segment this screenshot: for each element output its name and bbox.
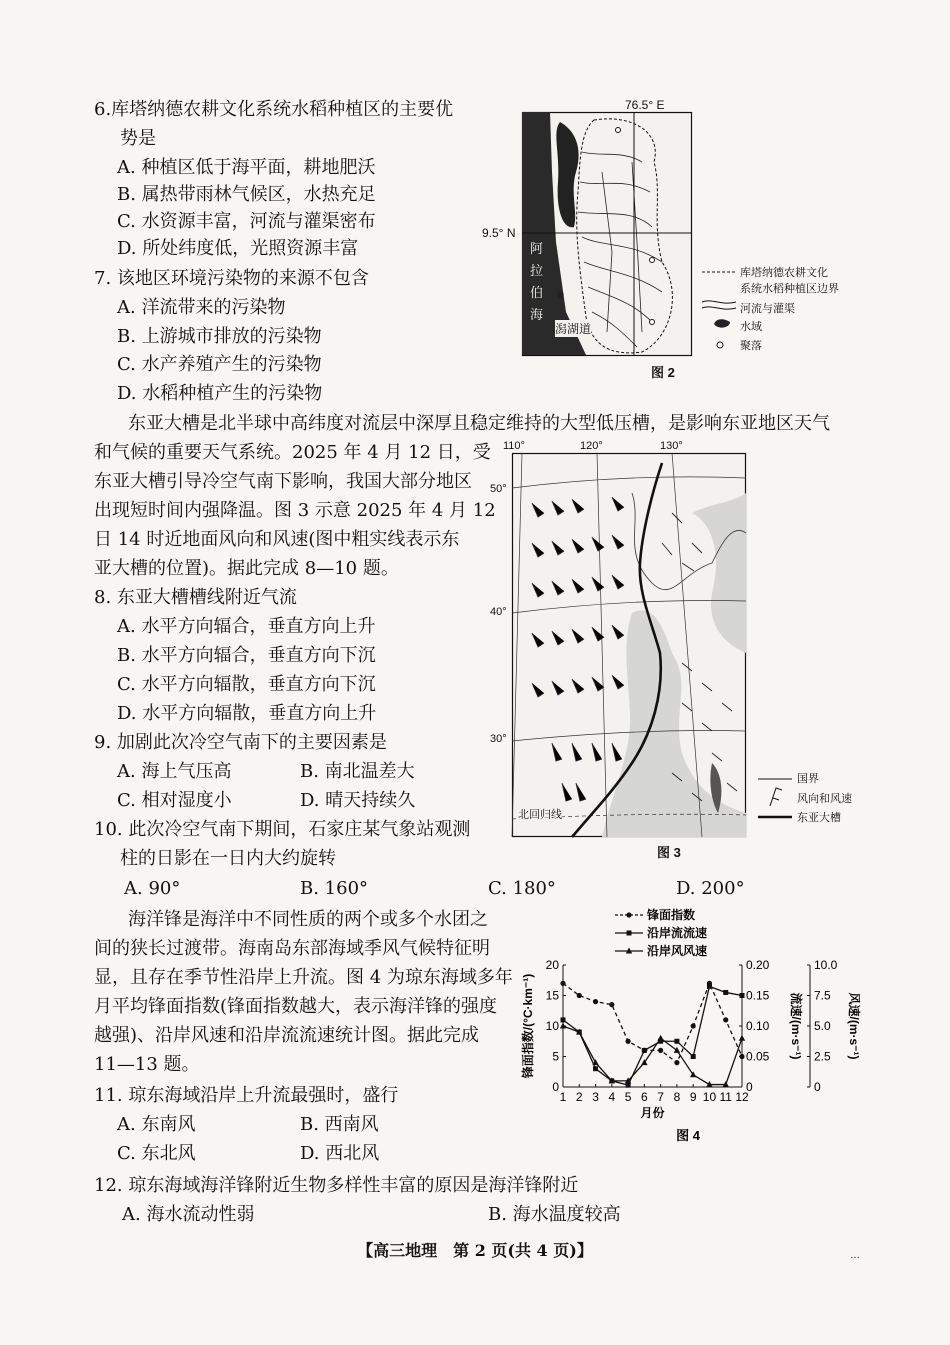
fig4-point-current-speed (561, 1017, 566, 1022)
fig2-lat-label: 9.5° N (482, 226, 516, 240)
q9-option-d: D. 晴天持续久 (300, 790, 416, 811)
fig4-series-line-1 (563, 986, 742, 1085)
page-footer: 【高三地理 第 2 页(共 4 页)】 (357, 1241, 593, 1260)
q6-option-d: D. 所处纬度低，光照资源丰富 (117, 238, 359, 259)
fig2-legend-boundary-label2: 系统水稻种植区边界 (740, 283, 839, 295)
q6-stem: 6.库塔纳德农耕文化系统水稻种植区的主要优 (94, 99, 454, 120)
fig4-y-tick-label: 15 (545, 988, 559, 1003)
fig2-lagoon-label: 潟湖道 (555, 322, 592, 336)
q7-option-a: A. 洋流带来的污染物 (117, 297, 286, 318)
fig3-legend-wind-label: 风向和风速 (797, 793, 852, 805)
fig4-x-tick-label: 2 (575, 1090, 583, 1104)
fig4-point-front-index (577, 993, 582, 998)
q8-option-c: C. 水平方向辐散，垂直方向下沉 (117, 674, 376, 695)
fig4-legend-label-1: 沿岸流流速 (647, 926, 708, 940)
fig4-x-axis-title: 月份 (640, 1106, 665, 1120)
fig4-y-tick-label: 7.5 (814, 988, 831, 1003)
fig3-lon-120: 120° (580, 440, 603, 452)
fig4-x-tick-label: 4 (608, 1090, 616, 1104)
fig4-point-wind-speed (657, 1035, 663, 1041)
fig4-point-front-index (625, 1039, 630, 1044)
fig4-x-tick-label: 7 (657, 1090, 664, 1104)
fig3-legend-border-symbol (758, 776, 792, 782)
fig4-point-current-speed (723, 990, 728, 995)
fig4-y-tick-label: 0.10 (746, 1019, 770, 1033)
fig4-chart (510, 900, 870, 1150)
q6-stem-cont: 势是 (120, 128, 156, 149)
fig4-x-tick-label: 3 (592, 1090, 599, 1104)
fig2-caption: 图 2 (651, 365, 675, 380)
fig2-sea-label: 阿拉伯海 (530, 241, 544, 322)
fig4-y-axis-title-wind: 风速/(m·s⁻¹) (847, 992, 861, 1060)
fig4-point-front-index (723, 1017, 728, 1022)
q11-stem: 11. 琼东海域沿岸上升流最强时，盛行 (94, 1085, 399, 1106)
passage3-line-1: 海洋锋是海洋中不同性质的两个或多个水团之 (128, 909, 488, 930)
q8-option-b: B. 水平方向辐合，垂直方向下沉 (117, 645, 376, 666)
passage3-line-2: 间的狭长过渡带。海南岛东部海域季风气候特征明 (94, 938, 490, 959)
q6-option-a: A. 种植区低于海平面，耕地肥沃 (117, 157, 376, 178)
passage2-line-4: 出现短时间内强降温。图 3 示意 2025 年 4 月 12 (94, 500, 496, 521)
fig4-point-front-index (560, 981, 565, 986)
passage3-line-3: 显，且存在季节性沿岸上升流。图 4 为琼东海域多年 (94, 967, 513, 988)
fig4-point-current-speed (740, 993, 745, 998)
fig4-point-front-index (593, 999, 598, 1004)
fig4-y-axis-title-front: 锋面指数/(°C·km⁻¹) (521, 973, 535, 1079)
q8-option-d: D. 水平方向辐散，垂直方向上升 (117, 703, 377, 724)
fig4-y-tick-label: 0.05 (746, 1049, 770, 1064)
fig3-lat-50: 50° (490, 483, 507, 495)
fig4-y-tick-label: 0.20 (746, 958, 770, 972)
passage3-line-4: 月平均锋面指数(锋面指数越大，表示海洋锋的强度 (94, 996, 498, 1017)
fig3-map (512, 453, 746, 837)
passage2-line-2: 和气候的重要天气系统。2025 年 4 月 12 日，受 (94, 442, 491, 463)
q9-option-b: B. 南北温差大 (300, 761, 415, 782)
q8-option-a: A. 水平方向辐合，垂直方向上升 (117, 616, 376, 637)
fig4-x-tick-label: 6 (641, 1090, 648, 1104)
q11-option-a: A. 东南风 (117, 1114, 196, 1135)
fig3-legend-trough-label: 东亚大槽 (797, 812, 841, 824)
fig3-legend-trough-symbol (758, 814, 792, 820)
q12-stem: 12. 琼东海域海洋锋附近生物多样性丰富的原因是海洋锋附近 (94, 1175, 579, 1196)
fig4-point-wind-speed (674, 1047, 680, 1053)
fig4-y-tick-label: 2.5 (814, 1049, 831, 1064)
q9-option-c: C. 相对湿度小 (117, 790, 232, 811)
q6-option-c: C. 水资源丰富，河流与灌渠密布 (117, 211, 376, 232)
fig4-point-front-index (609, 1002, 614, 1007)
passage2-line-5: 日 14 时近地面风向和风速(图中粗实线表示东 (94, 529, 460, 550)
q12-option-a: A. 海水流动性弱 (122, 1204, 255, 1225)
fig4-caption: 图 4 (676, 1128, 700, 1143)
passage2-line-1: 东亚大槽是北半球中高纬度对流层中深厚且稳定维持的大型低压槽，是影响东亚地区天气 (128, 413, 830, 434)
fig2-legend-settlement-label: 聚落 (740, 340, 762, 352)
fig4-point-current-speed (674, 1039, 679, 1044)
passage3-line-6: 11—13 题。 (94, 1054, 200, 1075)
q7-option-b: B. 上游城市排放的污染物 (117, 326, 322, 347)
fig4-x-tick-label: 5 (624, 1090, 632, 1104)
q11-option-c: C. 东北风 (117, 1143, 196, 1164)
q10-option-c: C. 180° (488, 878, 556, 899)
fig4-x-tick-label: 11 (719, 1090, 732, 1104)
fig4-point-front-index (739, 1054, 744, 1059)
q10-option-a: A. 90° (124, 878, 181, 899)
q10-option-d: D. 200° (676, 878, 745, 899)
fig4-x-tick-label: 1 (559, 1090, 567, 1104)
q9-stem: 9. 加剧此次冷空气南下的主要因素是 (94, 732, 387, 753)
fig4-x-tick-label: 8 (673, 1090, 681, 1104)
q11-option-b: B. 西南风 (300, 1114, 379, 1135)
fig3-caption: 图 3 (657, 845, 681, 860)
fig4-point-front-index (691, 1023, 696, 1028)
passage2-line-6: 亚大槽的位置)。据此完成 8—10 题。 (94, 558, 399, 579)
fig4-y-tick-label: 0 (746, 1080, 753, 1094)
fig4-y-tick-label: 0 (552, 1080, 559, 1094)
fig2-legend-water-symbol (712, 318, 732, 330)
fig4-y-axis-title-flow: 流速/(m·s⁻¹) (789, 992, 803, 1060)
fig4-y-tick-label: 20 (545, 958, 559, 972)
fig4-y-tick-label: 0.15 (746, 988, 770, 1003)
fig2-legend-boundary-symbol (702, 268, 736, 276)
fig4-point-front-index (674, 1060, 679, 1065)
fig4-point-front-index (658, 1048, 663, 1053)
fig4-point-wind-speed (739, 1035, 745, 1041)
q9-option-a: A. 海上气压高 (117, 761, 232, 782)
fig3-lon-130: 130° (660, 440, 683, 452)
fig4-point-current-speed (707, 984, 712, 989)
q10-stem: 10. 此次冷空气南下期间，石家庄某气象站观测 (94, 819, 471, 840)
fig4-x-tick-label: 9 (689, 1090, 697, 1104)
fig2-map (522, 112, 692, 356)
fig2-legend-river-symbol (702, 298, 736, 312)
fig4-x-tick-label: 12 (735, 1090, 749, 1104)
fig4-point-current-speed (691, 1054, 696, 1059)
passage2-line-3: 东亚大槽引导冷空气南下影响，我国大部分地区 (94, 471, 472, 492)
q12-option-b: B. 海水温度较高 (488, 1204, 621, 1225)
fig3-lat-40: 40° (490, 606, 507, 618)
fig3-lat-30: 30° (490, 733, 507, 745)
fig2-legend-boundary-label: 库塔纳德农耕文化 (740, 267, 828, 279)
q7-stem: 7. 该地区环境污染物的来源不包含 (94, 268, 369, 289)
q11-option-d: D. 西北风 (300, 1143, 380, 1164)
fig4-y-tick-label: 5.0 (814, 1019, 831, 1033)
q10-stem-cont: 柱的日影在一日内大约旋转 (120, 848, 336, 869)
fig4-y-tick-label: 10.0 (814, 958, 838, 972)
fig4-y-tick-label: 0 (814, 1080, 821, 1094)
fig4-y-tick-label: 5 (552, 1049, 559, 1064)
fig4-point-current-speed (642, 1048, 647, 1053)
fig4-point-current-speed (593, 1066, 598, 1071)
fig3-legend-wind-symbol (766, 786, 784, 808)
q10-option-b: B. 160° (300, 878, 369, 899)
q6-option-b: B. 属热带雨林气候区，水热充足 (117, 184, 376, 205)
fig4-point-current-speed (626, 1083, 631, 1088)
passage3-line-5: 越强)、沿岸风速和沿岸流流速统计图。据此完成 (94, 1025, 480, 1046)
fig2-legend-settlement-symbol (715, 340, 725, 350)
fig4-legend-marker-current-speed (627, 931, 632, 936)
fig2-legend-water-label: 水域 (740, 321, 762, 333)
fig2-lon-label: 76.5° E (625, 98, 665, 112)
fig3-legend-border-label: 国界 (797, 773, 819, 785)
q7-option-d: D. 水稻种植产生的污染物 (117, 383, 323, 404)
fig4-legend-label-2: 沿岸风风速 (647, 944, 708, 958)
corner-mark: … (850, 1250, 860, 1261)
fig3-lon-110: 110° (503, 440, 525, 452)
q8-stem: 8. 东亚大槽槽线附近气流 (94, 587, 297, 608)
fig4-x-tick-label: 10 (702, 1090, 717, 1104)
q7-option-c: C. 水产养殖产生的污染物 (117, 354, 322, 375)
fig4-legend-marker-front-index (626, 912, 631, 917)
fig3-tropic-label: 北回归线 (518, 806, 562, 822)
fig2-legend-river-label: 河流与灌渠 (740, 303, 795, 315)
fig4-y-tick-label: 10 (545, 1019, 559, 1033)
fig4-legend-label-0: 锋面指数 (647, 908, 696, 922)
